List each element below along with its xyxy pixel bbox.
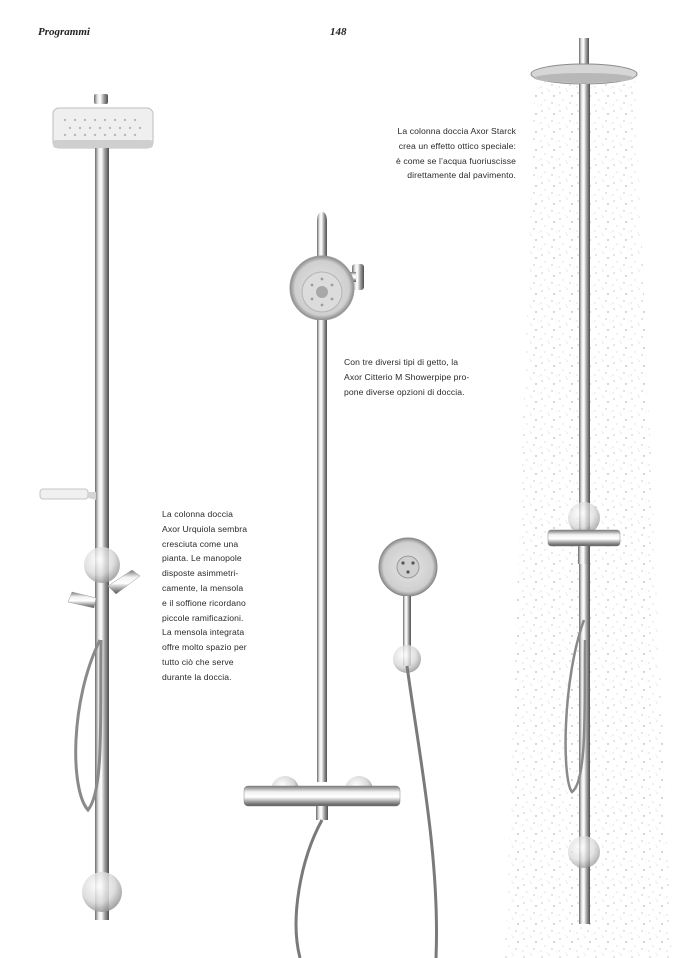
starck-showerpipe (505, 38, 672, 958)
caption-line: cresciuta come una (162, 538, 239, 549)
caption-line: offre molto spazio per (162, 642, 247, 653)
caption-axor-starck (372, 124, 516, 183)
caption-axor-urquiola (162, 507, 262, 685)
caption-line: Con tre diversi tipi di getto, la (344, 357, 459, 367)
caption-line: e il soffione ricordano (162, 597, 246, 608)
caption-line: Axor Citterio M Showerpipe pro- (344, 371, 470, 382)
caption-line: pianta. Le manopole (162, 553, 242, 564)
caption-line: La colonna doccia (162, 509, 233, 519)
caption-line: camente, la mensola (162, 582, 244, 593)
citterio-showerpipe (244, 212, 437, 958)
caption-line: è come se l’acqua fuoriuscisse (395, 155, 516, 166)
caption-line: durante la doccia. (162, 671, 232, 682)
caption-line: piccole ramificazioni. (162, 612, 244, 623)
caption-line: direttamente dal pavimento. (407, 170, 516, 181)
caption-line: Axor Urquiola sembra (162, 523, 248, 534)
caption-line: La mensola integrata (162, 627, 245, 638)
caption-axor-citterio (344, 355, 484, 399)
page-number: 148 (330, 26, 347, 38)
caption-line: pone diverse opzioni di doccia. (344, 386, 465, 397)
section-title: Programmi (38, 26, 90, 38)
caption-line: disposte asimmetri- (162, 568, 239, 579)
caption-line: crea un effetto ottico speciale: (398, 140, 516, 151)
urquiola-showerpipe (40, 94, 153, 920)
caption-line: La colonna doccia Axor Starck (397, 126, 516, 136)
caption-line: tutto ciò che serve (162, 656, 234, 667)
